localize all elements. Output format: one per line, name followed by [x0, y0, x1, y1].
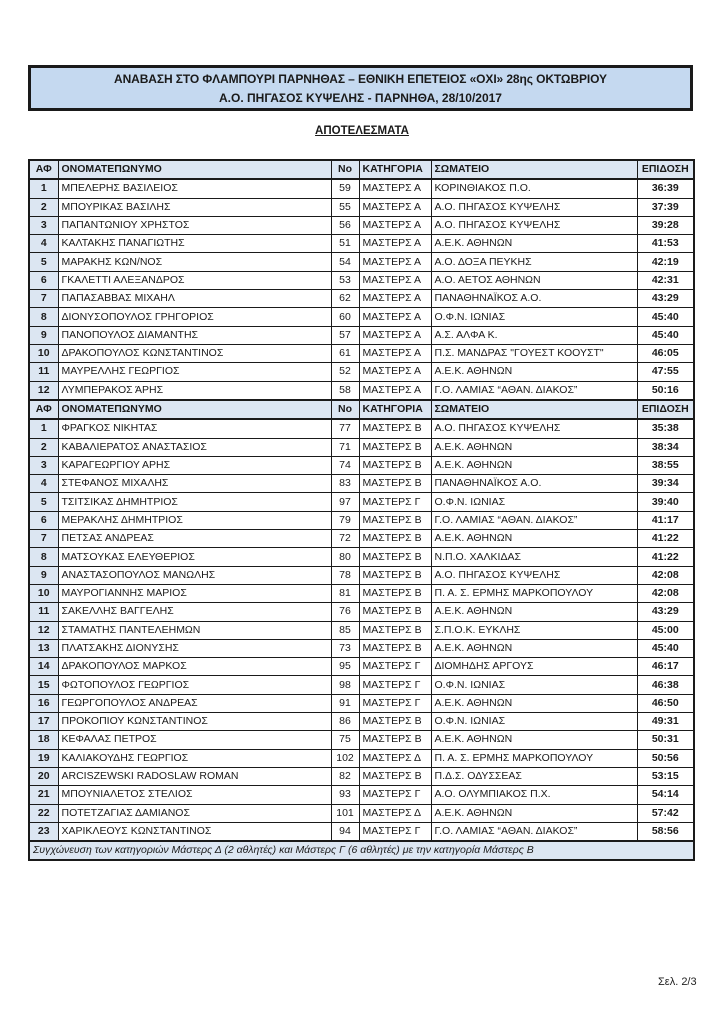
bib-number-cell: 72 — [331, 530, 359, 548]
finish-time-cell: 46:50 — [637, 694, 694, 712]
club-cell: ΠΑΝΑΘΗΝΑΪΚΟΣ Α.Ο. — [431, 475, 637, 493]
event-title-box — [28, 65, 693, 111]
category-cell: ΜΑΣΤΕΡΣ Δ — [359, 749, 431, 767]
athlete-name-cell: ΠΟΤΕΤΖΑΓΙΑΣ ΔΑΜΙΑΝΟΣ — [58, 804, 331, 822]
athlete-name-cell: ΚΑΛΙΑΚΟΥΔΗΣ ΓΕΩΡΓΙΟΣ — [58, 749, 331, 767]
rank-cell: 17 — [29, 713, 58, 731]
table-row — [29, 381, 694, 400]
rank-cell: 12 — [29, 621, 58, 639]
rank-cell: 4 — [29, 235, 58, 253]
table-row — [29, 530, 694, 548]
bib-number-cell: 97 — [331, 493, 359, 511]
club-cell: Α.Ε.Κ. ΑΘΗΝΩΝ — [431, 603, 637, 621]
finish-time-cell: 38:55 — [637, 456, 694, 474]
athlete-name-cell: ΔΙΟΝΥΣΟΠΟΥΛΟΣ ΓΡΗΓΟΡΙΟΣ — [58, 308, 331, 326]
finish-time-cell: 53:15 — [637, 767, 694, 785]
club-cell: Α.Ο. ΠΗΓΑΣΟΣ ΚΥΨΕΛΗΣ — [431, 419, 637, 438]
rank-cell: 8 — [29, 548, 58, 566]
rank-cell: 13 — [29, 639, 58, 657]
athlete-name-cell: ΧΑΡΙΚΛΕΟΥΣ ΚΩΝΣΤΑΝΤΙΝΟΣ — [58, 822, 331, 841]
finish-time-cell: 50:56 — [637, 749, 694, 767]
athlete-name-cell: ΜΑΥΡΟΓΙΑΝΝΗΣ ΜΑΡΙΟΣ — [58, 584, 331, 602]
rank-cell: 7 — [29, 290, 58, 308]
table-row — [29, 179, 694, 198]
athlete-name-cell: ΜΠΟΥΡΙΚΑΣ ΒΑΣΙΛΗΣ — [58, 198, 331, 216]
rank-cell: 6 — [29, 511, 58, 529]
table-row — [29, 419, 694, 438]
club-cell: Α.Ο. ΑΕΤΟΣ ΑΘΗΝΩΝ — [431, 271, 637, 289]
table-row — [29, 253, 694, 271]
finish-time-cell: 43:29 — [637, 290, 694, 308]
bib-number-cell: 79 — [331, 511, 359, 529]
col-header-no: No — [331, 400, 359, 419]
bib-number-cell: 80 — [331, 548, 359, 566]
rank-cell: 3 — [29, 216, 58, 234]
finish-time-cell: 42:08 — [637, 584, 694, 602]
rank-cell: 4 — [29, 475, 58, 493]
rank-cell: 6 — [29, 271, 58, 289]
category-cell: ΜΑΣΤΕΡΣ Β — [359, 530, 431, 548]
rank-cell: 11 — [29, 603, 58, 621]
rank-cell: 19 — [29, 749, 58, 767]
table-header-row — [29, 400, 694, 419]
club-cell: Α.Ο. ΠΗΓΑΣΟΣ ΚΥΨΕΛΗΣ — [431, 566, 637, 584]
athlete-name-cell: ΓΕΩΡΓΟΠΟΥΛΟΣ ΑΝΔΡΕΑΣ — [58, 694, 331, 712]
club-cell: Α.Ε.Κ. ΑΘΗΝΩΝ — [431, 530, 637, 548]
club-cell: Α.Ο. ΠΗΓΑΣΟΣ ΚΥΨΕΛΗΣ — [431, 216, 637, 234]
col-header-rank: ΑΦ — [29, 160, 58, 179]
bib-number-cell: 71 — [331, 438, 359, 456]
rank-cell: 23 — [29, 822, 58, 841]
table-row — [29, 511, 694, 529]
rank-cell: 11 — [29, 363, 58, 381]
club-cell: Α.Ο. ΔΟΞΑ ΠΕΥΚΗΣ — [431, 253, 637, 271]
table-row — [29, 198, 694, 216]
finish-time-cell: 41:53 — [637, 235, 694, 253]
category-cell: ΜΑΣΤΕΡΣ Α — [359, 363, 431, 381]
bib-number-cell: 73 — [331, 639, 359, 657]
club-cell: Γ.Ο. ΛΑΜΙΑΣ “ΑΘΑΝ. ΔΙΑΚΟΣ” — [431, 822, 637, 841]
table-row — [29, 566, 694, 584]
finish-time-cell: 45:40 — [637, 326, 694, 344]
athlete-name-cell: ΜΠΕΛΕΡΗΣ ΒΑΣΙΛΕΙΟΣ — [58, 179, 331, 198]
finish-time-cell: 42:19 — [637, 253, 694, 271]
athlete-name-cell: ΜΠΟΥΝΙΑΛΕΤΟΣ ΣΤΕΛΙΟΣ — [58, 786, 331, 804]
bib-number-cell: 74 — [331, 456, 359, 474]
bib-number-cell: 53 — [331, 271, 359, 289]
category-cell: ΜΑΣΤΕΡΣ Β — [359, 438, 431, 456]
rank-cell: 21 — [29, 786, 58, 804]
bib-number-cell: 57 — [331, 326, 359, 344]
finish-time-cell: 46:05 — [637, 344, 694, 362]
club-cell: Ν.Π.Ο. ΧΑΛΚΙΔΑΣ — [431, 548, 637, 566]
table-row — [29, 344, 694, 362]
finish-time-cell: 45:40 — [637, 639, 694, 657]
rank-cell: 9 — [29, 326, 58, 344]
category-cell: ΜΑΣΤΕΡΣ Α — [359, 216, 431, 234]
club-cell: Α.Σ. ΑΛΦΑ Κ. — [431, 326, 637, 344]
col-header-rank: ΑΦ — [29, 400, 58, 419]
finish-time-cell: 46:38 — [637, 676, 694, 694]
bib-number-cell: 101 — [331, 804, 359, 822]
rank-cell: 1 — [29, 419, 58, 438]
table-row — [29, 713, 694, 731]
athlete-name-cell: ΜΑΥΡΕΛΛΗΣ ΓΕΩΡΓΙΟΣ — [58, 363, 331, 381]
bib-number-cell: 91 — [331, 694, 359, 712]
bib-number-cell: 83 — [331, 475, 359, 493]
category-cell: ΜΑΣΤΕΡΣ Α — [359, 308, 431, 326]
table-row — [29, 804, 694, 822]
athlete-name-cell: ΓΚΑΛΕΤΤΙ ΑΛΕΞΑΝΔΡΟΣ — [58, 271, 331, 289]
bib-number-cell: 54 — [331, 253, 359, 271]
bib-number-cell: 94 — [331, 822, 359, 841]
club-cell: Ο.Φ.Ν. ΙΩΝΙΑΣ — [431, 308, 637, 326]
athlete-name-cell: ARCISZEWSKI RADOSLAW ROMAN — [58, 767, 331, 785]
event-title: ΑΝΑΒΑΣΗ ΣΤΟ ΦΛΑΜΠΟΥΡΙ ΠΑΡΝΗΘΑΣ – ΕΘΝΙΚΗ ΕΠΕΤΕΙΟΣ «ΟΧΙ» 28ης ΟΚΤΩΒΡΙΟΥ — [114, 72, 607, 86]
finish-time-cell: 39:40 — [637, 493, 694, 511]
col-header-no: No — [331, 160, 359, 179]
rank-cell: 16 — [29, 694, 58, 712]
category-cell: ΜΑΣΤΕΡΣ Δ — [359, 804, 431, 822]
category-cell: ΜΑΣΤΕΡΣ Β — [359, 603, 431, 621]
finish-time-cell: 43:29 — [637, 603, 694, 621]
col-header-name: ΟΝΟΜΑΤΕΠΩΝΥΜΟ — [58, 160, 331, 179]
finish-time-cell: 45:40 — [637, 308, 694, 326]
athlete-name-cell: ΦΡΑΓΚΟΣ ΝΙΚΗΤΑΣ — [58, 419, 331, 438]
table-row — [29, 676, 694, 694]
category-cell: ΜΑΣΤΕΡΣ Β — [359, 548, 431, 566]
category-cell: ΜΑΣΤΕΡΣ Β — [359, 456, 431, 474]
table-row — [29, 822, 694, 841]
bib-number-cell: 86 — [331, 713, 359, 731]
category-cell: ΜΑΣΤΕΡΣ Β — [359, 511, 431, 529]
category-cell: ΜΑΣΤΕΡΣ Α — [359, 235, 431, 253]
rank-cell: 8 — [29, 308, 58, 326]
rank-cell: 3 — [29, 456, 58, 474]
finish-time-cell: 37:39 — [637, 198, 694, 216]
finish-time-cell: 38:34 — [637, 438, 694, 456]
rank-cell: 10 — [29, 584, 58, 602]
rank-cell: 12 — [29, 381, 58, 400]
finish-time-cell: 35:38 — [637, 419, 694, 438]
rank-cell: 7 — [29, 530, 58, 548]
club-cell: Α.Ε.Κ. ΑΘΗΝΩΝ — [431, 694, 637, 712]
table-row — [29, 548, 694, 566]
rank-cell: 2 — [29, 198, 58, 216]
finish-time-cell: 49:31 — [637, 713, 694, 731]
category-cell: ΜΑΣΤΕΡΣ Β — [359, 621, 431, 639]
finish-time-cell: 50:16 — [637, 381, 694, 400]
bib-number-cell: 93 — [331, 786, 359, 804]
finish-time-cell: 36:39 — [637, 179, 694, 198]
athlete-name-cell: ΠΕΤΣΑΣ ΑΝΔΡΕΑΣ — [58, 530, 331, 548]
table-row — [29, 216, 694, 234]
finish-time-cell: 41:22 — [637, 530, 694, 548]
club-cell: Α.Ο. ΠΗΓΑΣΟΣ ΚΥΨΕΛΗΣ — [431, 198, 637, 216]
category-cell: ΜΑΣΤΕΡΣ Β — [359, 713, 431, 731]
table-header-row — [29, 160, 694, 179]
finish-time-cell: 45:00 — [637, 621, 694, 639]
bib-number-cell: 55 — [331, 198, 359, 216]
category-cell: ΜΑΣΤΕΡΣ Α — [359, 344, 431, 362]
bib-number-cell: 102 — [331, 749, 359, 767]
club-cell: ΠΑΝΑΘΗΝΑΪΚΟΣ Α.Ο. — [431, 290, 637, 308]
rank-cell: 1 — [29, 179, 58, 198]
club-cell: Π.Δ.Σ. ΟΔΥΣΣΕΑΣ — [431, 767, 637, 785]
finish-time-cell: 41:22 — [637, 548, 694, 566]
club-cell: Α.Ε.Κ. ΑΘΗΝΩΝ — [431, 438, 637, 456]
table-row — [29, 475, 694, 493]
athlete-name-cell: ΚΕΦΑΛΑΣ ΠΕΤΡΟΣ — [58, 731, 331, 749]
category-cell: ΜΑΣΤΕΡΣ Α — [359, 326, 431, 344]
club-cell: Α.Ε.Κ. ΑΘΗΝΩΝ — [431, 456, 637, 474]
finish-time-cell: 39:34 — [637, 475, 694, 493]
club-cell: Σ.Π.Ο.Κ. ΕΥΚΛΗΣ — [431, 621, 637, 639]
finish-time-cell: 41:17 — [637, 511, 694, 529]
table-row — [29, 603, 694, 621]
category-cell: ΜΑΣΤΕΡΣ Α — [359, 179, 431, 198]
bib-number-cell: 75 — [331, 731, 359, 749]
bib-number-cell: 81 — [331, 584, 359, 602]
col-header-category: ΚΑΤΗΓΟΡΙΑ — [359, 160, 431, 179]
bib-number-cell: 95 — [331, 658, 359, 676]
bib-number-cell: 60 — [331, 308, 359, 326]
athlete-name-cell: ΔΡΑΚΟΠΟΥΛΟΣ ΜΑΡΚΟΣ — [58, 658, 331, 676]
category-cell: ΜΑΣΤΕΡΣ Γ — [359, 493, 431, 511]
athlete-name-cell: ΠΑΠΑΣΑΒΒΑΣ ΜΙΧΑΗΛ — [58, 290, 331, 308]
category-cell: ΜΑΣΤΕΡΣ Α — [359, 290, 431, 308]
page-number: Σελ. 2/3 — [658, 976, 697, 988]
athlete-name-cell: ΔΡΑΚΟΠΟΥΛΟΣ ΚΩΝΣΤΑΝΤΙΝΟΣ — [58, 344, 331, 362]
athlete-name-cell: ΦΩΤΟΠΟΥΛΟΣ ΓΕΩΡΓΙΟΣ — [58, 676, 331, 694]
col-header-club: ΣΩΜΑΤΕΙΟ — [431, 160, 637, 179]
rank-cell: 22 — [29, 804, 58, 822]
athlete-name-cell: ΠΛΑΤΣΑΚΗΣ ΔΙΟΝΥΣΗΣ — [58, 639, 331, 657]
athlete-name-cell: ΜΕΡΑΚΛΗΣ ΔΗΜΗΤΡΙΟΣ — [58, 511, 331, 529]
bib-number-cell: 56 — [331, 216, 359, 234]
rank-cell: 5 — [29, 493, 58, 511]
club-cell: Π. Α. Σ. ΕΡΜΗΣ ΜΑΡΚΟΠΟΥΛΟΥ — [431, 584, 637, 602]
category-cell: ΜΑΣΤΕΡΣ Α — [359, 271, 431, 289]
athlete-name-cell: ΠΡΟΚΟΠΙΟΥ ΚΩΝΣΤΑΝΤΙΝΟΣ — [58, 713, 331, 731]
rank-cell: 5 — [29, 253, 58, 271]
category-cell: ΜΑΣΤΕΡΣ Β — [359, 475, 431, 493]
col-header-category: ΚΑΤΗΓΟΡΙΑ — [359, 400, 431, 419]
club-cell: Ο.Φ.Ν. ΙΩΝΙΑΣ — [431, 676, 637, 694]
rank-cell: 9 — [29, 566, 58, 584]
athlete-name-cell: ΜΑΤΣΟΥΚΑΣ ΕΛΕΥΘΕΡΙΟΣ — [58, 548, 331, 566]
category-cell: ΜΑΣΤΕΡΣ Β — [359, 584, 431, 602]
category-cell: ΜΑΣΤΕΡΣ Γ — [359, 658, 431, 676]
category-cell: ΜΑΣΤΕΡΣ Β — [359, 731, 431, 749]
rank-cell: 18 — [29, 731, 58, 749]
athlete-name-cell: ΠΑΝΟΠΟΥΛΟΣ ΔΙΑΜΑΝΤΗΣ — [58, 326, 331, 344]
table-row — [29, 308, 694, 326]
athlete-name-cell: ΚΑΛΤΑΚΗΣ ΠΑΝΑΓΙΩΤΗΣ — [58, 235, 331, 253]
finish-time-cell: 50:31 — [637, 731, 694, 749]
club-cell: Ο.Φ.Ν. ΙΩΝΙΑΣ — [431, 713, 637, 731]
bib-number-cell: 77 — [331, 419, 359, 438]
event-subtitle: Α.Ο. ΠΗΓΑΣΟΣ ΚΥΨΕΛΗΣ - ΠΑΡΝΗΘΑ, 28/10/2017 — [219, 91, 502, 105]
club-cell: Α.Ε.Κ. ΑΘΗΝΩΝ — [431, 731, 637, 749]
athlete-name-cell: ΣΤΕΦΑΝΟΣ ΜΙΧΑΛΗΣ — [58, 475, 331, 493]
category-cell: ΜΑΣΤΕΡΣ Β — [359, 566, 431, 584]
category-cell: ΜΑΣΤΕΡΣ Β — [359, 419, 431, 438]
category-cell: ΜΑΣΤΕΡΣ Γ — [359, 822, 431, 841]
club-cell: Π.Σ. ΜΑΝΔΡΑΣ "ΓΟΥΕΣΤ ΚΟΟΥΣΤ" — [431, 344, 637, 362]
table-row — [29, 363, 694, 381]
table-row — [29, 493, 694, 511]
finish-time-cell: 46:17 — [637, 658, 694, 676]
table-row — [29, 438, 694, 456]
bib-number-cell: 82 — [331, 767, 359, 785]
bib-number-cell: 62 — [331, 290, 359, 308]
club-cell: Α.Ε.Κ. ΑΘΗΝΩΝ — [431, 639, 637, 657]
bib-number-cell: 52 — [331, 363, 359, 381]
bib-number-cell: 59 — [331, 179, 359, 198]
col-header-time: ΕΠΙΔΟΣΗ — [637, 400, 694, 419]
athlete-name-cell: ΜΑΡΑΚΗΣ ΚΩΝ/ΝΟΣ — [58, 253, 331, 271]
club-cell: Α.Ε.Κ. ΑΘΗΝΩΝ — [431, 235, 637, 253]
table-row — [29, 639, 694, 657]
table-row — [29, 456, 694, 474]
table-row — [29, 767, 694, 785]
bib-number-cell: 61 — [331, 344, 359, 362]
athlete-name-cell: ΤΣΙΤΣΙΚΑΣ ΔΗΜΗΤΡΙΟΣ — [58, 493, 331, 511]
club-cell: Γ.Ο. ΛΑΜΙΑΣ “ΑΘΑΝ. ΔΙΑΚΟΣ” — [431, 381, 637, 400]
bib-number-cell: 51 — [331, 235, 359, 253]
table-row — [29, 326, 694, 344]
finish-time-cell: 47:55 — [637, 363, 694, 381]
category-cell: ΜΑΣΤΕΡΣ Γ — [359, 694, 431, 712]
table-row — [29, 694, 694, 712]
club-cell: Α.Ο. ΟΛΥΜΠΙΑΚΟΣ Π.Χ. — [431, 786, 637, 804]
finish-time-cell: 58:56 — [637, 822, 694, 841]
category-cell: ΜΑΣΤΕΡΣ Β — [359, 767, 431, 785]
athlete-name-cell: ΑΝΑΣΤΑΣΟΠΟΥΛΟΣ ΜΑΝΩΛΗΣ — [58, 566, 331, 584]
club-cell: Α.Ε.Κ. ΑΘΗΝΩΝ — [431, 804, 637, 822]
finish-time-cell: 39:28 — [637, 216, 694, 234]
club-cell: Α.Ε.Κ. ΑΘΗΝΩΝ — [431, 363, 637, 381]
table-row — [29, 235, 694, 253]
col-header-club: ΣΩΜΑΤΕΙΟ — [431, 400, 637, 419]
category-cell: ΜΑΣΤΕΡΣ Β — [359, 639, 431, 657]
finish-time-cell: 57:42 — [637, 804, 694, 822]
results-table-masters-a — [28, 159, 695, 401]
club-cell: Ο.Φ.Ν. ΙΩΝΙΑΣ — [431, 493, 637, 511]
club-cell: Γ.Ο. ΛΑΜΙΑΣ “ΑΘΑΝ. ΔΙΑΚΟΣ” — [431, 511, 637, 529]
category-cell: ΜΑΣΤΕΡΣ Α — [359, 253, 431, 271]
table-row — [29, 290, 694, 308]
category-cell: ΜΑΣΤΕΡΣ Γ — [359, 676, 431, 694]
table-row — [29, 658, 694, 676]
section-title: ΑΠΟΤΕΛΕΣΜΑΤΑ — [315, 125, 409, 137]
bib-number-cell: 98 — [331, 676, 359, 694]
category-cell: ΜΑΣΤΕΡΣ Γ — [359, 786, 431, 804]
category-cell: ΜΑΣΤΕΡΣ Α — [359, 198, 431, 216]
athlete-name-cell: ΠΑΠΑΝΤΩΝΙΟΥ ΧΡΗΣΤΟΣ — [58, 216, 331, 234]
bib-number-cell: 78 — [331, 566, 359, 584]
finish-time-cell: 54:14 — [637, 786, 694, 804]
footnote-row — [29, 841, 694, 860]
table-row — [29, 731, 694, 749]
col-header-name: ΟΝΟΜΑΤΕΠΩΝΥΜΟ — [58, 400, 331, 419]
club-cell: ΚΟΡΙΝΘΙΑΚΟΣ Π.Ο. — [431, 179, 637, 198]
category-cell: ΜΑΣΤΕΡΣ Α — [359, 381, 431, 400]
athlete-name-cell: ΛΥΜΠΕΡΑΚΟΣ ΆΡΗΣ — [58, 381, 331, 400]
table-row — [29, 786, 694, 804]
club-cell: Π. Α. Σ. ΕΡΜΗΣ ΜΑΡΚΟΠΟΥΛΟΥ — [431, 749, 637, 767]
bib-number-cell: 58 — [331, 381, 359, 400]
table-row — [29, 749, 694, 767]
rank-cell: 2 — [29, 438, 58, 456]
table-row — [29, 271, 694, 289]
bib-number-cell: 76 — [331, 603, 359, 621]
athlete-name-cell: ΣΤΑΜΑΤΗΣ ΠΑΝΤΕΛΕΗΜΩΝ — [58, 621, 331, 639]
athlete-name-cell: ΣΑΚΕΛΛΗΣ ΒΑΓΓΕΛΗΣ — [58, 603, 331, 621]
athlete-name-cell: ΚΑΡΑΓΕΩΡΓΙΟΥ ΑΡΗΣ — [58, 456, 331, 474]
rank-cell: 20 — [29, 767, 58, 785]
athlete-name-cell: ΚΑΒΑΛΙΕΡΑΤΟΣ ΑΝΑΣΤΑΣΙΟΣ — [58, 438, 331, 456]
bib-number-cell: 85 — [331, 621, 359, 639]
table-row — [29, 584, 694, 602]
rank-cell: 10 — [29, 344, 58, 362]
table-row — [29, 621, 694, 639]
rank-cell: 14 — [29, 658, 58, 676]
finish-time-cell: 42:31 — [637, 271, 694, 289]
finish-time-cell: 42:08 — [637, 566, 694, 584]
category-merge-footnote: Συγχώνευση των κατηγοριών Μάστερς Δ (2 αθλητές) και Μάστερς Γ (6 αθλητές) με την κατηγορία Μάστερς Β — [29, 841, 694, 860]
club-cell: ΔΙΟΜΗΔΗΣ ΑΡΓΟΥΣ — [431, 658, 637, 676]
rank-cell: 15 — [29, 676, 58, 694]
col-header-time: ΕΠΙΔΟΣΗ — [637, 160, 694, 179]
results-table-masters-b — [28, 399, 695, 861]
